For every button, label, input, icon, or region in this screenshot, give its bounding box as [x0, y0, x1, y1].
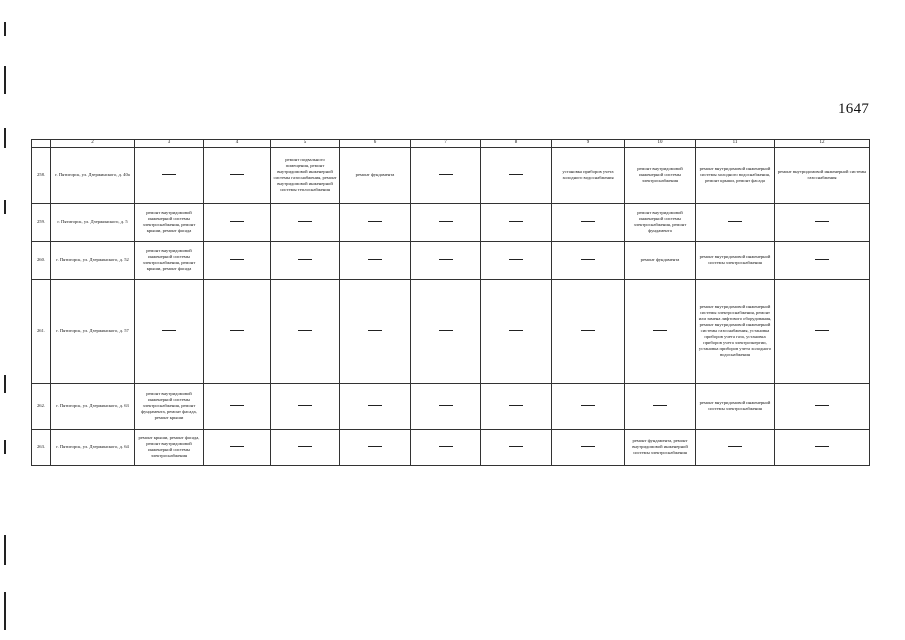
column-header-3: 3: [135, 140, 204, 148]
dash-mark: [509, 405, 523, 406]
dash-mark: [230, 259, 244, 260]
row-number: 258.: [32, 147, 51, 203]
register-table: [31, 139, 870, 466]
empty-cell-col-9: [552, 203, 625, 241]
dash-mark: [581, 405, 595, 406]
dash-mark: [298, 446, 312, 447]
dash-mark: [162, 330, 176, 331]
work-cell-col-3: ремонт внутридомовой инженерной системы электроснабжения, ремонт крыши, ремонт фасада: [135, 241, 204, 279]
scan-mark-6: [4, 440, 6, 454]
dash-mark: [581, 330, 595, 331]
empty-cell-col-11: [696, 203, 775, 241]
dash-mark: [439, 446, 453, 447]
work-cell-col-12: ремонт внутридомовой инженерной системы газоснабжения: [775, 147, 870, 203]
table-row: [32, 279, 870, 383]
empty-cell-col-5: [271, 279, 340, 383]
dash-mark: [728, 221, 742, 222]
work-cell-col-10: ремонт фундамента: [625, 241, 696, 279]
row-address: г. Пятигорск, ул. Дзержинского, д. 57: [51, 279, 135, 383]
empty-cell-col-4: [204, 429, 271, 465]
empty-cell-col-3: [135, 147, 204, 203]
table-header: [32, 140, 870, 148]
dash-mark: [230, 221, 244, 222]
work-cell-col-10: ремонт внутридомовой инженерной системы электроснабжения, ремонт фундамента: [625, 203, 696, 241]
dash-mark: [230, 446, 244, 447]
dash-mark: [368, 259, 382, 260]
empty-cell-col-8: [481, 383, 552, 429]
dash-mark: [368, 330, 382, 331]
column-header-2: 2: [51, 140, 135, 148]
dash-mark: [439, 221, 453, 222]
empty-cell-col-4: [204, 203, 271, 241]
work-cell-col-11: ремонт внутридомовой инженерной системы электроснабжения, ремонт или замена лифтового оборудования, ремонт внутридомовой инженерной системы газоснабжения, установка приборов учета газа, установка приборов учета электроэнергии, установка приборов учета холодного водоснабжения: [696, 279, 775, 383]
dash-mark: [230, 174, 244, 175]
page-number: 1647: [838, 101, 870, 117]
column-header-11: 11: [696, 140, 775, 148]
dash-mark: [298, 221, 312, 222]
dash-mark: [230, 330, 244, 331]
column-header-6: 6: [340, 140, 411, 148]
empty-cell-col-7: [411, 147, 481, 203]
empty-cell-col-6: [340, 279, 411, 383]
empty-cell-col-8: [481, 203, 552, 241]
dash-mark: [439, 330, 453, 331]
dash-mark: [368, 221, 382, 222]
empty-cell-col-4: [204, 241, 271, 279]
empty-cell-col-3: [135, 279, 204, 383]
empty-cell-col-5: [271, 241, 340, 279]
dash-mark: [298, 330, 312, 331]
dash-mark: [509, 259, 523, 260]
empty-cell-col-9: [552, 429, 625, 465]
empty-cell-col-12: [775, 279, 870, 383]
table-row: [32, 429, 870, 465]
empty-cell-col-12: [775, 383, 870, 429]
row-address: г. Пятигорск, ул. Дзержинского, д. 63: [51, 383, 135, 429]
empty-cell-col-8: [481, 241, 552, 279]
dash-mark: [368, 405, 382, 406]
header-row: [32, 140, 870, 148]
empty-cell-col-7: [411, 279, 481, 383]
work-cell-col-11: ремонт внутридомовой инженерной системы электроснабжения: [696, 383, 775, 429]
dash-mark: [439, 174, 453, 175]
work-cell-col-5: ремонт подвального помещения, ремонт внутридомовой инженерной системы газоснабжения, ремонт внутридомовой инженерной системы теплоснабжения: [271, 147, 340, 203]
empty-cell-col-5: [271, 429, 340, 465]
dash-mark: [509, 174, 523, 175]
empty-cell-col-7: [411, 429, 481, 465]
row-address: г. Пятигорск, ул. Дзержинского, д. 64: [51, 429, 135, 465]
empty-cell-col-12: [775, 429, 870, 465]
work-cell-col-10: ремонт фундамента, ремонт внутридомовой инженерной системы электроснабжения: [625, 429, 696, 465]
empty-cell-col-9: [552, 279, 625, 383]
row-number: 259.: [32, 203, 51, 241]
empty-cell-col-6: [340, 383, 411, 429]
dash-mark: [728, 446, 742, 447]
empty-cell-col-8: [481, 429, 552, 465]
dash-mark: [815, 330, 829, 331]
dash-mark: [298, 405, 312, 406]
empty-cell-col-5: [271, 203, 340, 241]
scan-mark-7: [4, 535, 6, 565]
empty-cell-col-10: [625, 279, 696, 383]
scan-mark-3: [4, 128, 6, 148]
dash-mark: [581, 259, 595, 260]
row-address: г. Пятигорск, ул. Дзержинского, д. 40а: [51, 147, 135, 203]
empty-cell-col-12: [775, 241, 870, 279]
column-header-8: 8: [481, 140, 552, 148]
row-number: 261.: [32, 279, 51, 383]
scan-mark-1: [4, 22, 6, 36]
dash-mark: [815, 446, 829, 447]
scan-mark-8: [4, 592, 6, 630]
empty-cell-col-8: [481, 147, 552, 203]
dash-mark: [581, 446, 595, 447]
dash-mark: [439, 259, 453, 260]
empty-cell-col-8: [481, 279, 552, 383]
empty-cell-col-7: [411, 383, 481, 429]
empty-cell-col-9: [552, 241, 625, 279]
work-cell-col-3: ремонт крыши, ремонт фасада, ремонт внутридомовой инженерной системы электроснабжения: [135, 429, 204, 465]
scan-mark-2: [4, 66, 6, 94]
work-cell-col-3: ремонт внутридомовой инженерной системы электроснабжения, ремонт крыши, ремонт фасада: [135, 203, 204, 241]
scan-mark-4: [4, 200, 6, 214]
column-header-12: 12: [775, 140, 870, 148]
work-cell-col-11: ремонт внутридомовой инженерной системы холодного водоснабжения, ремонт крыши, ремонт фасада: [696, 147, 775, 203]
row-number: 263.: [32, 429, 51, 465]
dash-mark: [815, 221, 829, 222]
empty-cell-col-5: [271, 383, 340, 429]
empty-cell-col-4: [204, 279, 271, 383]
dash-mark: [162, 174, 176, 175]
table-body: [32, 147, 870, 465]
dash-mark: [509, 330, 523, 331]
empty-cell-col-6: [340, 429, 411, 465]
column-header-4: 4: [204, 140, 271, 148]
table-row: [32, 203, 870, 241]
empty-cell-col-9: [552, 383, 625, 429]
dash-mark: [298, 259, 312, 260]
empty-cell-col-6: [340, 241, 411, 279]
dash-mark: [509, 446, 523, 447]
row-number: 262.: [32, 383, 51, 429]
empty-cell-col-12: [775, 203, 870, 241]
dash-mark: [581, 221, 595, 222]
scan-mark-5: [4, 375, 6, 393]
empty-cell-col-7: [411, 241, 481, 279]
dash-mark: [815, 405, 829, 406]
empty-cell-col-10: [625, 383, 696, 429]
work-cell-col-3: ремонт внутридомовой инженерной системы электроснабжения, ремонт фундамента, ремонт фасада, ремонт крыши: [135, 383, 204, 429]
dash-mark: [439, 405, 453, 406]
work-cell-col-10: ремонт внутридомовой инженерной системы электроснабжения: [625, 147, 696, 203]
dash-mark: [653, 330, 667, 331]
empty-cell-col-11: [696, 429, 775, 465]
row-address: г. Пятигорск, ул. Дзержинского, д. 52: [51, 241, 135, 279]
column-header-5: 5: [271, 140, 340, 148]
empty-cell-col-7: [411, 203, 481, 241]
work-cell-col-9: установка приборов учета холодного водоснабжения: [552, 147, 625, 203]
empty-cell-col-4: [204, 147, 271, 203]
column-header-9: 9: [552, 140, 625, 148]
column-header-1: [32, 140, 51, 148]
column-header-10: 10: [625, 140, 696, 148]
table-row: [32, 147, 870, 203]
work-cell-col-11: ремонт внутридомовой инженерной системы электроснабжения: [696, 241, 775, 279]
row-address: г. Пятигорск, ул. Дзержинского, д. 5: [51, 203, 135, 241]
empty-cell-col-4: [204, 383, 271, 429]
work-cell-col-6: ремонт фундамента: [340, 147, 411, 203]
dash-mark: [368, 446, 382, 447]
table-row: [32, 241, 870, 279]
table-row: [32, 383, 870, 429]
dash-mark: [230, 405, 244, 406]
dash-mark: [815, 259, 829, 260]
column-header-7: 7: [411, 140, 481, 148]
row-number: 260.: [32, 241, 51, 279]
empty-cell-col-6: [340, 203, 411, 241]
dash-mark: [509, 221, 523, 222]
dash-mark: [653, 405, 667, 406]
